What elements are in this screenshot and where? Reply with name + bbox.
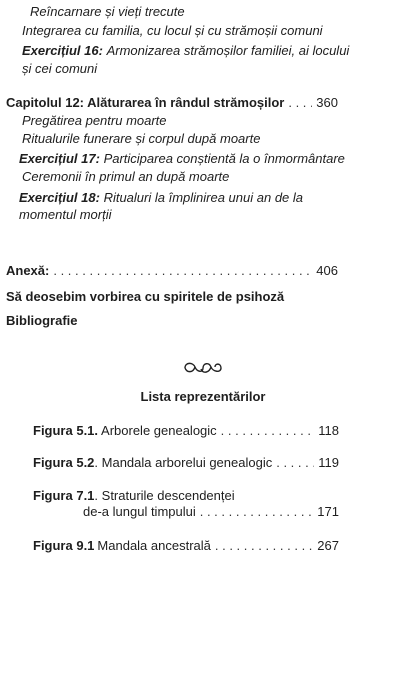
leader-dots bbox=[276, 455, 314, 471]
page-number: 118 bbox=[318, 423, 339, 438]
toc-bibliography[interactable]: Bibliografie bbox=[6, 313, 78, 328]
leader-dots bbox=[200, 504, 314, 520]
toc-annex[interactable] bbox=[6, 263, 338, 279]
toc-exercise-18-line2: momentul morții bbox=[19, 207, 112, 222]
figure-number: Figura 5.2 bbox=[33, 455, 95, 470]
toc-entry-integration: Integrarea cu familia, cu locul și cu strămoșii comuni bbox=[22, 23, 323, 38]
toc-entry-ceremonies: Ceremonii în primul an după moarte bbox=[22, 169, 230, 184]
exercise-text: Participarea conștientă la o înmormântare bbox=[103, 151, 345, 166]
figure-number: Figura 5.1. bbox=[33, 423, 99, 438]
exercise-label: Exercițiul 16: bbox=[22, 43, 103, 58]
figure-title: . Mandala arborelui genealogic bbox=[94, 455, 273, 470]
figure-title: . Straturile descendenței bbox=[94, 488, 235, 503]
toc-figure-7-1-line1[interactable] bbox=[33, 488, 235, 504]
toc-exercise-17 bbox=[19, 151, 345, 167]
toc-entry-preparation: Pregătirea pentru moarte bbox=[22, 113, 167, 128]
flourish-ornament-icon bbox=[181, 359, 225, 377]
toc-figure-7-1-line2[interactable] bbox=[83, 504, 339, 520]
toc-exercise-16-line1 bbox=[22, 43, 349, 59]
toc-figure-5-2[interactable] bbox=[33, 455, 339, 471]
exercise-label: Exercițiul 18: bbox=[19, 190, 100, 205]
page-number: 171 bbox=[317, 504, 339, 519]
toc-figure-5-1[interactable] bbox=[33, 423, 339, 439]
toc-figure-9-1[interactable] bbox=[33, 538, 339, 554]
leader-dots bbox=[288, 95, 312, 111]
figure-title: Mandala ancestrală bbox=[97, 538, 211, 553]
leader-dots bbox=[215, 538, 313, 554]
figure-title: Arborele genealogic bbox=[101, 423, 217, 438]
page-number: 119 bbox=[318, 455, 339, 470]
leader-dots bbox=[53, 263, 312, 279]
toc-psychosis[interactable]: Să deosebim vorbirea cu spiritele de psihoză bbox=[6, 289, 285, 304]
toc-entry-reincarnation: Reîncarnare și vieți trecute bbox=[30, 4, 185, 19]
exercise-text: Ritualuri la împlinirea unui an de la bbox=[103, 190, 304, 205]
page-number: 360 bbox=[316, 95, 338, 110]
figure-number: Figura 9.1 bbox=[33, 538, 95, 553]
exercise-label: Exercițiul 17: bbox=[19, 151, 100, 166]
figure-title-cont: de-a lungul timpului bbox=[83, 504, 196, 519]
toc-entry-rituals: Ritualurile funerare și corpul după moarte bbox=[22, 131, 261, 146]
annex-label: Anexă: bbox=[6, 263, 50, 278]
toc-exercise-18-line1 bbox=[19, 190, 303, 206]
chapter-title: Capitolul 12: Alăturarea în rândul strămoșilor bbox=[6, 95, 285, 110]
page-number: 406 bbox=[316, 263, 338, 278]
toc-chapter-12[interactable] bbox=[6, 95, 338, 111]
figures-heading: Lista reprezentărilor bbox=[140, 389, 266, 404]
leader-dots bbox=[221, 423, 315, 439]
figure-number: Figura 7.1 bbox=[33, 488, 95, 503]
exercise-text: Armonizarea strămoșilor familiei, ai locului bbox=[106, 43, 350, 58]
toc-exercise-16-line2: și cei comuni bbox=[22, 61, 98, 76]
page-number: 267 bbox=[317, 538, 339, 553]
